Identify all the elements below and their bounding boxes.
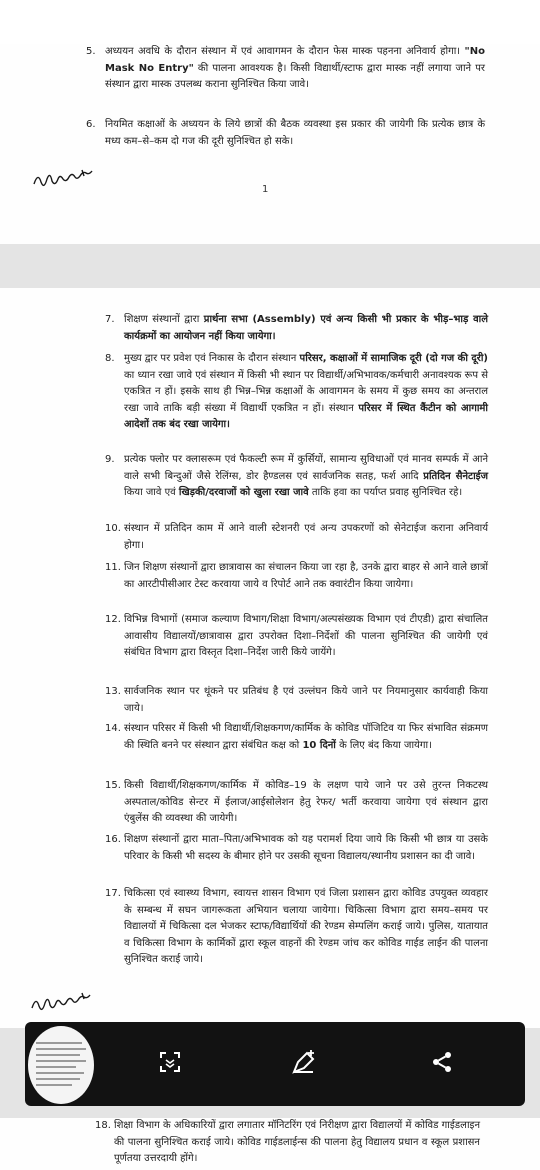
item-number: 15. — [105, 780, 121, 791]
bold-text: "No Mask No Entry" — [105, 46, 485, 74]
item-number: 6. — [86, 119, 96, 130]
bold-text: परिसर में स्थित कैंटीन को आगामी आदेशों तक बंद रखा जायेगा। — [124, 402, 488, 430]
item-number: 14. — [105, 723, 121, 734]
list-item — [86, 117, 485, 150]
list-item — [105, 521, 488, 554]
text-run: शिक्षण संस्थानों द्वारा — [124, 314, 204, 325]
edit-icon — [291, 1049, 317, 1075]
list-item — [95, 1118, 480, 1168]
page-separator — [0, 244, 540, 288]
item-text — [105, 119, 485, 147]
item-text — [124, 780, 488, 824]
edit-button[interactable] — [282, 1040, 326, 1084]
item-text — [124, 723, 488, 751]
item-number: 12. — [105, 614, 121, 625]
text-run: संस्थान परिसर में किसी भी विद्यार्थी/शिक्षकगण/कार्मिक के कोविड पॉजिटिव या फिर संभावित संक्रमण की स्थिति बनने पर संस्थान द्वारा संबंधित कक्ष को — [124, 723, 488, 751]
item-text — [124, 888, 488, 965]
text-run: विभिन्न विभागों (समाज कल्याण विभाग/शिक्षा विभाग/अल्पसंख्यक विभाग एवं टीएडी) द्वारा संचालित आवासीय विद्यालयों/छात्रावास द्वारा उपरोक्त दिशा–निर्देशों की पालना सुनिश्चित की जायेगी एवं संबंधित विभाग द्वारा विस्तृत दिशा–निर्देश जारी किये जायेंगे। — [124, 614, 488, 658]
text-run: के लिए बंद किया जायेगा। — [335, 739, 432, 751]
item-number: 16. — [105, 834, 121, 845]
bold-text: प्रार्थना सभा (Assembly) एवं अन्य किसी भी प्रकार के भीड़–भाड़ वाले कार्यक्रमों का आयोजन नहीं किया जायेगा। — [124, 314, 488, 342]
document-page-2 — [0, 288, 540, 1028]
page-thumbnail[interactable] — [28, 1026, 94, 1104]
item-text — [124, 314, 488, 342]
list-item — [105, 778, 488, 828]
text-run: चिकित्सा एवं स्वास्थ्य विभाग, स्वायत्त शासन विभाग एवं जिला प्रशासन द्वारा कोविड उपयुक्त व्यवहार के सम्बन्ध में सघन जागरूकता अभियान चलाया जायेगा। चिकित्सा विभाग द्वारा समय–समय पर विद्यालयों में चिकित्सा दल भेजकर स्टाफ/विद्यार्थियों की रेण्डम सेम्पलिंग कराई जाये। पुलिस, यातायात व चिकित्सा विभाग के कार्मिकों द्वारा स्कूल वाहनों की रेण्डम जांच कर कोविड गाईड लाईन की पालना सुनिश्चित कराई जाये। — [124, 888, 488, 965]
document-page-1 — [0, 44, 540, 244]
scan-icon — [158, 1050, 182, 1074]
item-number: 18. — [95, 1120, 111, 1131]
text-run: ताकि हवा का पर्याप्त प्रवाह सुनिश्चित रहे। — [308, 487, 463, 498]
text-run: अध्ययन अवधि के दौरान संस्थान में एवं आवागमन के दौरान फेस मास्क पहनना अनिवार्य होगा। — [105, 46, 465, 57]
list-item — [105, 886, 488, 969]
text-run: जिन शिक्षण संस्थानों द्वारा छात्रावास का संचालन किया जा रहा है, उनके द्वारा बाहर से आने वाले छात्रों का आरटीपीसीआर टेस्ट करवाया जाये व रिपोर्ट आने तक क्वारंटीन किया जायेगा। — [124, 562, 488, 590]
item-text — [124, 562, 488, 590]
signature — [30, 166, 110, 192]
item-number: 13. — [105, 686, 121, 697]
item-text — [124, 686, 488, 714]
item-text — [124, 353, 488, 430]
item-number: 11. — [105, 562, 121, 573]
list-item — [105, 721, 488, 754]
list-item — [105, 832, 488, 865]
item-text — [124, 523, 488, 551]
text-run: प्रत्येक फ्लोर पर क्लासरूम एवं फैकल्टी रूम में कुर्सियों, सामान्य सुविधाओं एवं मानव सम्पर्क में आने वाले सभी बिन्दुओं जैसे रेलिंग्स, डोर हैण्डलस एवं सार्वजनिक सतह, फर्श आदि — [124, 454, 488, 482]
text-run: सार्वजनिक स्थान पर थूंकने पर प्रतिबंध है एवं उल्लंघन किये जाने पर नियमानुसार कार्यवाही किया जाये। — [124, 686, 488, 714]
list-item — [105, 351, 488, 434]
top-bar — [0, 0, 540, 44]
text-run: मुख्य द्वार पर प्रवेश एवं निकास के दौरान संस्थान — [124, 353, 300, 364]
list-item — [105, 560, 488, 593]
list-item — [105, 452, 489, 502]
item-number: 10. — [105, 523, 121, 534]
list-item — [105, 312, 488, 345]
item-number: 9. — [105, 454, 115, 465]
item-text — [124, 454, 488, 498]
text-run: किया जावे एवं — [124, 487, 179, 498]
item-number: 17. — [105, 888, 121, 899]
text-run: शिक्षण संस्थानों द्वारा माता–पिता/अभिभावक को यह परामर्श दिया जाये कि किसी भी छात्र या उसके परिवार के किसी भी सदस्य के बीमार होने पर उसकी सूचना विद्यालय/स्थानीय प्रशासन का दी जावे। — [124, 834, 488, 862]
text-run: की पालना आवश्यक है। किसी विद्यार्थी/स्टाफ द्वारा मास्क नहीं लगाया जाने पर संस्थान द्वारा मास्क उपलब्ध कराना सुनिश्चित किया जावे। — [105, 62, 485, 90]
list-item — [105, 684, 488, 717]
share-icon — [430, 1050, 454, 1074]
item-text — [105, 46, 485, 90]
item-number: 7. — [105, 314, 115, 325]
text-run: किसी विद्यार्थी/शिक्षकगण/कार्मिक में कोविड–19 के लक्षण पाये जाने पर उसे तुरन्त निकटस्थ अस्पताल/कोविड सेन्टर में ईलाज/आईसोलेशन हेतु रेफर/ भर्ती करवाया जायेगा एवं संस्थान द्वारा एंबुलेंस की व्यवस्था की जायेगी। — [124, 780, 488, 824]
list-item — [86, 44, 485, 94]
signature — [28, 988, 108, 1016]
bold-text: 10 दिनों — [302, 739, 336, 751]
scan-button[interactable] — [148, 1040, 192, 1084]
bold-text: परिसर, कक्षाओं में सामाजिक दूरी (दो गज की दूरी) — [299, 353, 488, 364]
page-number: 1 — [262, 184, 269, 195]
bold-text: प्रतिदिन सैनेटाईज — [423, 470, 489, 482]
item-number: 8. — [105, 353, 115, 364]
item-text — [114, 1120, 480, 1164]
item-text — [124, 614, 488, 658]
document-page-3 — [0, 1118, 540, 1170]
item-number: 5. — [86, 46, 96, 57]
text-run: का ध्यान रखा जावे एवं संस्थान में किसी भी स्थान पर विद्यार्थी/अभिभावक/कर्मचारी अनावश्यक रूप से एकत्रित न हों। इसके साथ ही भिन्न–भिन्न कक्षाओं के आवागमन के समय में कुछ समय का अन्तराल रखा जावे ताकि बड़ी संख्या में विद्यार्थी एकत्रित न हों। संस्थान — [124, 369, 488, 414]
text-run: संस्थान में प्रतिदिन काम में आने वाली स्टेशनरी एवं अन्य उपकरणों को सेनेटाईज कराना अनिवार्य होगा। — [124, 523, 488, 551]
share-button[interactable] — [420, 1040, 464, 1084]
text-run: शिक्षा विभाग के अधिकारियों द्वारा लगातार मॉनिटरिंग एवं निरीक्षण द्वारा विद्यालयों में कोविड गाईडलाइन की पालना सुनिश्चित कराई जाये। कोविड गाईडलाईन्स की पालना हेतु विद्यालय प्रधान व स्कूल प्रशासन पूर्णतया उत्तरदायी होंगे। — [114, 1120, 480, 1164]
item-text — [124, 834, 488, 862]
bold-text: खिड़की/दरवाजों को खुला रखा जावे — [178, 487, 309, 498]
list-item — [105, 612, 488, 662]
text-run: नियमित कक्षाओं के अध्ययन के लिये छात्रों की बैठक व्यवस्था इस प्रकार की जायेगी कि प्रत्येक छात्र के मध्य कम–से–कम दो गज की दूरी सुनिश्चित हो सके। — [105, 119, 485, 147]
